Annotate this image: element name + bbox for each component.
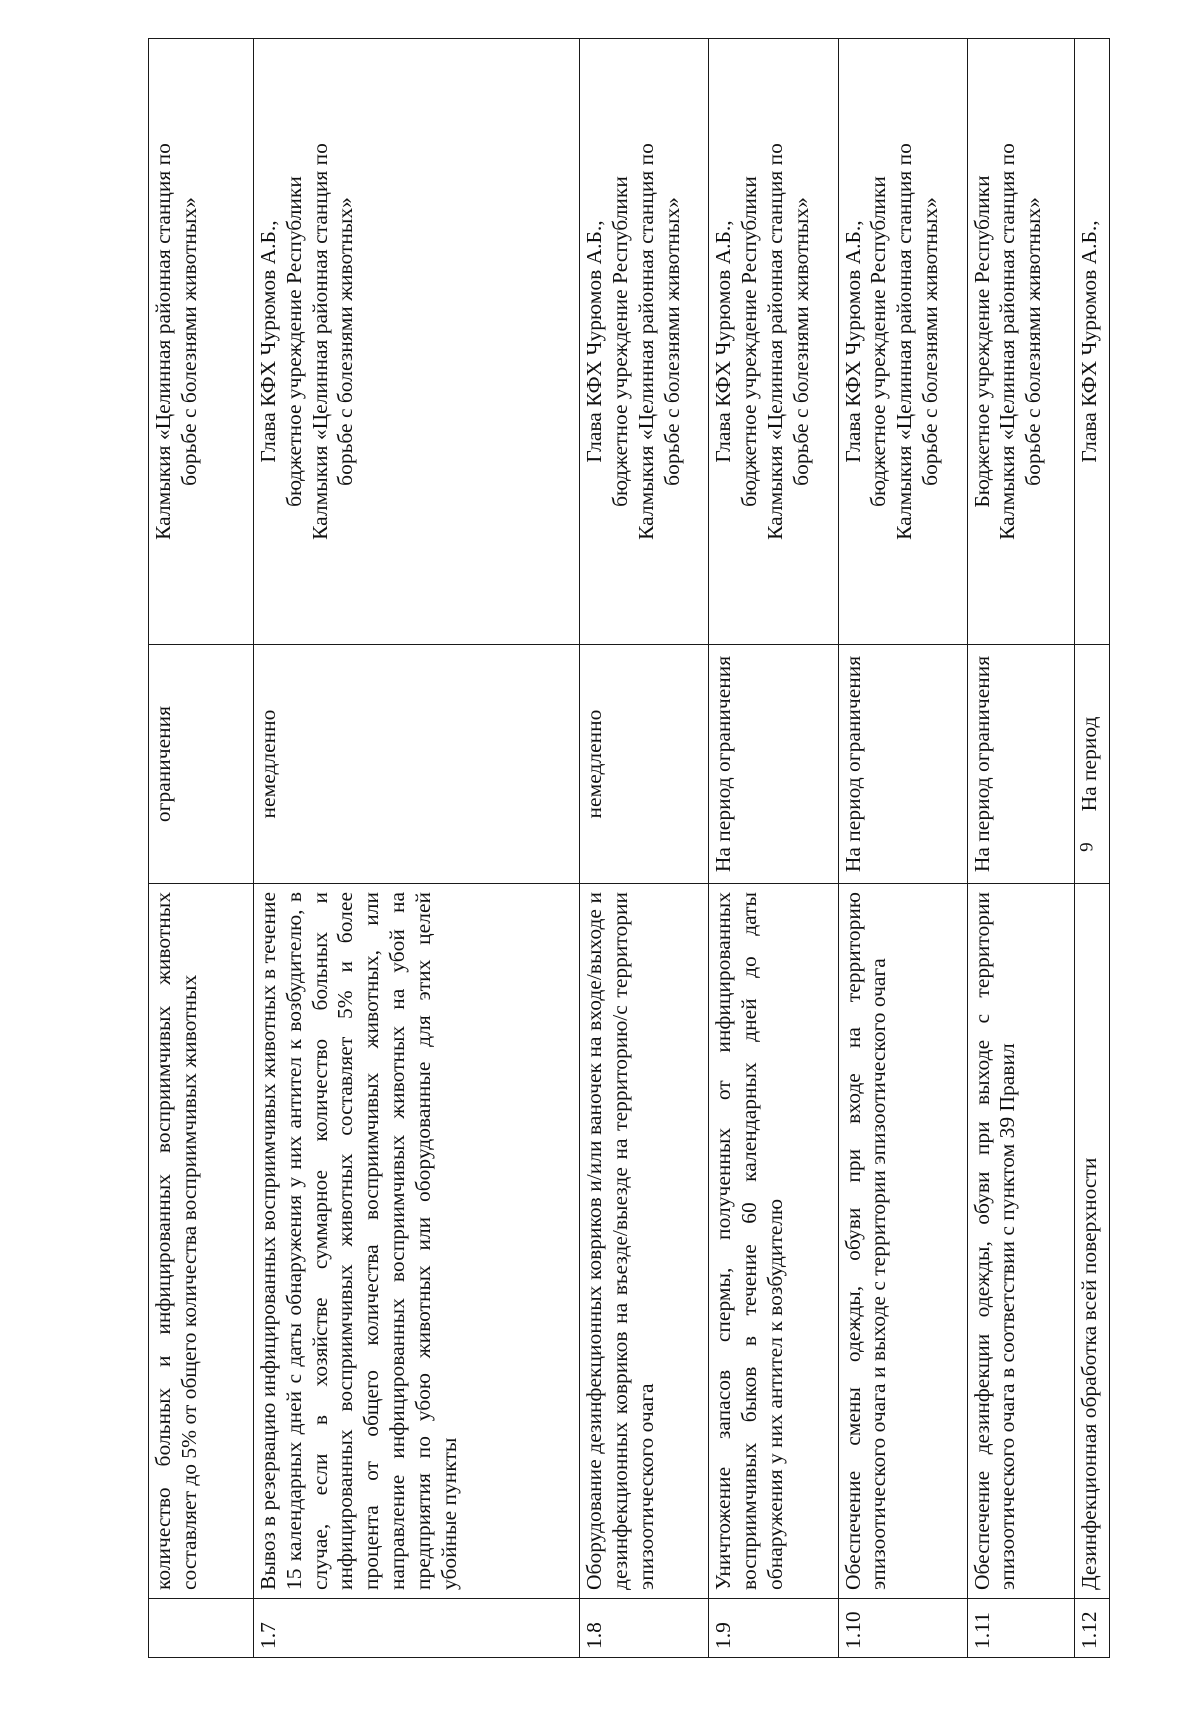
veterinary-measures-table [148, 38, 1110, 1658]
measure-term: На период ограничения [838, 645, 967, 884]
measure-term: ограничения [149, 645, 254, 884]
row-number: 1.12 [1074, 1599, 1109, 1658]
responsible-line: борьбе с болезнями животных» [659, 197, 684, 486]
responsible-line: бюджетное учреждение Республики [281, 176, 306, 507]
responsible-line: бюджетное учреждение Республики [866, 176, 891, 507]
responsible-line: Глава КФХ Чурюмов А.Б., [840, 220, 865, 463]
responsible-party [838, 39, 967, 645]
row-number: 1.10 [838, 1599, 967, 1658]
measure-description: Оборудование дезинфекционных ковриков и/или ваночек на входе/выходе и дезинфекционных ковриков на въезде/выезде на территорию/с территории эпизоотического очага [580, 884, 709, 1599]
row-number: 1.8 [580, 1599, 709, 1658]
responsible-party [967, 39, 1074, 645]
responsible-line: Калмыкия «Целинная районная станция по [995, 143, 1020, 540]
responsible-line: бюджетное учреждение Республики [608, 176, 633, 507]
responsible-line: Калмыкия «Целинная районная станция по [307, 143, 332, 540]
responsible-line: Калмыкия «Целинная районная станция по [633, 143, 658, 540]
measure-term: На период ограничения [967, 645, 1074, 884]
measure-term: На период ограничения [709, 645, 838, 884]
responsible-party [580, 39, 709, 645]
responsible-line: борьбе с болезнями животных» [333, 197, 358, 486]
table-row [580, 39, 709, 1658]
responsible-line: Калмыкия «Целинная районная станция по [151, 143, 175, 540]
row-number: 1.7 [254, 1599, 580, 1658]
table-row [709, 39, 838, 1658]
table-row [838, 39, 967, 1658]
table-row [1074, 39, 1109, 1658]
page-number: 6 [1074, 842, 1096, 852]
row-number: 1.9 [709, 1599, 838, 1658]
responsible-party [254, 39, 580, 645]
responsible-line: Глава КФХ Чурюмов А.Б., [711, 220, 736, 463]
row-number: 1.11 [967, 1599, 1074, 1658]
measure-term: немедленно [254, 645, 580, 884]
responsible-party [1074, 39, 1109, 645]
rotated-table-container [148, 38, 1110, 1658]
responsible-line: Глава КФХ Чурюмов А.Б., [256, 220, 281, 463]
measure-term: На период [1074, 645, 1109, 884]
table-row [967, 39, 1074, 1658]
table-row [149, 39, 254, 1658]
measure-description: Уничтожение запасов спермы, полученных от инфицированных восприимчивых быков в течение 60 календарных дней до даты обнаружения у них антител к возбудителю [709, 884, 838, 1599]
responsible-line: Калмыкия «Целинная районная станция по [892, 143, 917, 540]
responsible-line: Глава КФХ Чурюмов А.Б., [582, 220, 607, 463]
responsible-party [149, 39, 254, 645]
responsible-line: Глава КФХ Чурюмов А.Б., [1076, 220, 1101, 463]
responsible-line: борьбе с болезнями животных» [176, 197, 201, 486]
measure-description: Дезинфекционная обработка всей поверхности [1074, 884, 1109, 1599]
responsible-line: Бюджетное учреждение Республики [969, 175, 994, 508]
measure-description: Обеспечение дезинфекции одежды, обуви при выходе с территории эпизоотического очага в соответствии с пунктом 39 Правил [967, 884, 1074, 1599]
table-row [254, 39, 580, 1658]
responsible-line: бюджетное учреждение Республики [737, 176, 762, 507]
measure-term: немедленно [580, 645, 709, 884]
responsible-line: борьбе с болезнями животных» [1021, 197, 1046, 486]
responsible-line: Калмыкия «Целинная районная станция по [762, 143, 787, 540]
responsible-line: борьбе с болезнями животных» [917, 197, 942, 486]
measure-description: Обеспечение смены одежды, обуви при входе на территорию эпизоотического очага и выходе с территории эпизоотического очага [838, 884, 967, 1599]
measure-description: Вывоз в резервацию инфицированных восприимчивых животных в течение 15 календарных дней с даты обнаружения у них антител к возбудителю, в случае, если в хозяйстве суммарное количество больных и инфицированных восприимчивых животных составляет 5% и более процента от общего количества восприимчивых животных, или направление инфицированных восприимчивых животных на убой на предприятия по убою животных или оборудованные для этих целей убойные пункты [254, 884, 580, 1599]
row-number [149, 1599, 254, 1658]
responsible-party [709, 39, 838, 645]
responsible-line: борьбе с болезнями животных» [788, 197, 813, 486]
measure-description: количество больных и инфицированных восприимчивых животных составляет до 5% от общего количества восприимчивых животных [149, 884, 254, 1599]
